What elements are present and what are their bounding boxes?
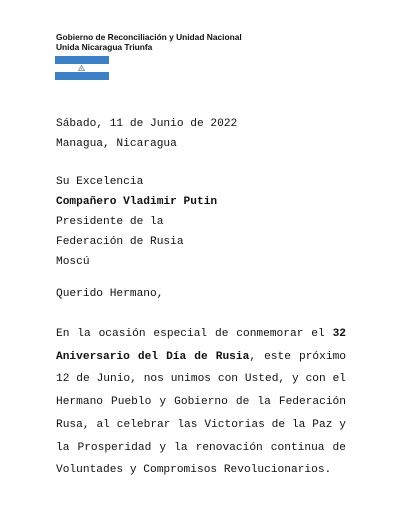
flag-middle-band bbox=[55, 64, 109, 72]
body-line: Voluntades y Compromisos Revolucionarios. bbox=[56, 464, 332, 477]
letterhead-government: Gobierno de Reconciliación y Unidad Nacional bbox=[56, 32, 242, 42]
letterhead bbox=[56, 32, 242, 52]
letterhead-slogan: Unida Nicaragua Triunfa bbox=[56, 42, 153, 52]
body-text: , este próximo bbox=[249, 350, 346, 363]
letter-place: Managua, Nicaragua bbox=[56, 138, 177, 150]
anniversary-number: 32 bbox=[332, 328, 346, 340]
body-line: Rusa, al celebrar las Victorias de la Paz y bbox=[56, 418, 346, 431]
letter-body-paragraph bbox=[56, 323, 346, 482]
body-line bbox=[56, 323, 346, 346]
letter-greeting: Querido Hermano, bbox=[56, 288, 164, 300]
letter-date: Sábado, 11 de Junio de 2022 bbox=[56, 118, 238, 130]
body-line bbox=[56, 346, 346, 369]
anniversary-name: Aniversario del Día de Rusia bbox=[56, 350, 250, 363]
body-line: 12 de Junio, nos unimos con Usted, y con el bbox=[56, 373, 346, 386]
recipient-title: Su Excelencia bbox=[56, 176, 144, 188]
flag-bottom-band bbox=[55, 72, 109, 80]
recipient-name: Compañero Vladimir Putin bbox=[56, 196, 218, 208]
body-line: Hermano Pueblo y Gobierno de la Federación bbox=[56, 396, 346, 409]
body-text: En la ocasión especial de conmemorar el bbox=[56, 328, 333, 340]
nicaragua-flag-icon bbox=[55, 56, 109, 80]
recipient-city: Moscú bbox=[56, 256, 90, 268]
recipient-role-line1: Presidente de la bbox=[56, 216, 164, 228]
recipient-role-line2: Federación de Rusia bbox=[56, 236, 184, 248]
flag-emblem-icon bbox=[78, 65, 85, 71]
body-line: la Prosperidad y la renovación continua de bbox=[56, 441, 346, 454]
flag-top-band bbox=[55, 56, 109, 64]
